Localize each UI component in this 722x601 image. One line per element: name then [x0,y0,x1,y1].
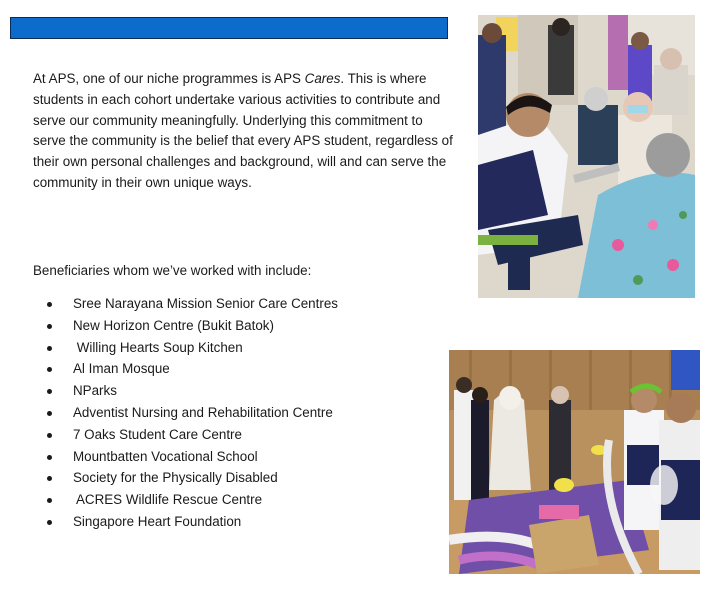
bullet-icon [47,324,52,329]
bullet-icon [47,302,52,307]
list-item [33,358,338,380]
intro-cares-emphasis: Cares [304,71,341,86]
intro-paragraph [33,69,453,194]
bullet-icon [47,389,52,394]
list-item-label: 7 Oaks Student Care Centre [73,426,242,442]
list-item-label: New Horizon Centre (Bukit Batok) [73,317,274,333]
list-item [33,424,338,446]
bullet-icon [47,455,52,460]
list-item-label: Adventist Nursing and Rehabilitation Centre [73,404,333,420]
bullet-icon [47,433,52,438]
header-bar [10,17,448,39]
bullet-icon [47,346,52,351]
list-item [33,511,338,533]
list-item [33,446,338,468]
list-item-label: Society for the Physically Disabled [73,470,278,486]
list-item-label: ACRES Wildlife Rescue Centre [73,492,263,508]
list-item [33,293,338,315]
beneficiaries-heading: Beneficiaries whom we’ve worked with include: [33,263,312,278]
list-item-label: NParks [73,383,117,399]
list-item-label: Mountbatten Vocational School [73,448,258,464]
bullet-icon [47,367,52,372]
beneficiaries-list [33,293,338,533]
list-item-label: Al Iman Mosque [73,361,170,377]
list-item-label: Willing Hearts Soup Kitchen [73,339,243,355]
list-item [33,402,338,424]
intro-text-part1: At APS, one of our niche programmes is APS [33,71,305,86]
photo-student-with-seniors [478,15,695,298]
list-item-label: Singapore Heart Foundation [73,513,242,529]
list-item [33,489,338,511]
bullet-icon [47,476,52,481]
list-item-label: Sree Narayana Mission Senior Care Centres [73,296,338,311]
bullet-icon [47,411,52,416]
list-item [33,467,338,489]
bullet-icon [47,498,52,503]
list-item [33,380,338,402]
list-item [33,315,338,337]
list-item [33,337,338,359]
bullet-icon [47,520,52,525]
photo-balloon-activity [449,350,700,574]
intro-text-part2: . This is where students in each cohort undertake various activities to contribute and serve our community meaningfully. Underlying this commitment to serve the community is the belief that every APS student, regardless of their own personal challenges and background, will and can serve the community in their own unique ways. [33,71,453,190]
